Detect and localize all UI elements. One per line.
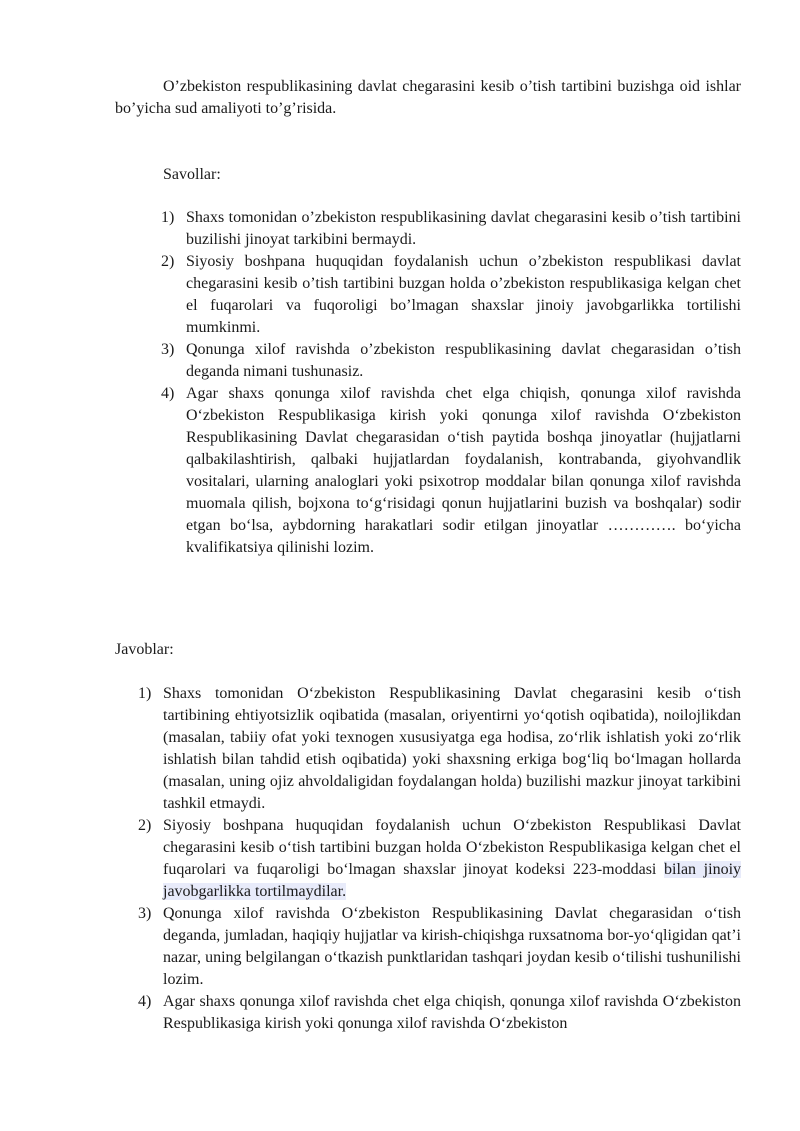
question-text: Shaxs tomonidan o’zbekiston respublikasining davlat chegarasini kesib o’tish tartibini buzilishi jinoyat tarkibini bermaydi. [186,209,741,248]
question-text: Siyosiy boshpana huquqidan foydalanish uchun o’zbekiston respublikasi davlat chegarasini kesib o’tish tartibini buzgan holda o’zbekiston respublikasiga kelgan chet el fuqarolari va fuqoroligi bo’lmagan shaxslar jinoiy javobgarlikka tortilishi mumkinmi. [186,253,741,336]
highlighted-text: bilan jinoiy javobgarlikka tortilmaydilar. [163,861,742,900]
question-item [161,383,741,559]
answer-number: 1) [138,685,152,702]
answer-number: 3) [138,905,152,922]
answer-number: 2) [138,817,152,834]
question-text: Qonunga xilof ravishda o’zbekiston respublikasining davlat chegarasidan o’tish deganda nimani tushunasiz. [186,341,741,380]
answers-heading: Javoblar: [115,641,174,658]
question-number: 2) [161,253,175,270]
answer-item [138,815,742,903]
document-title: O’zbekiston respublikasining davlat chegarasini kesib o’tish tartibini buzishga oid ishlar bo’yicha sud amaliyoti to’g’risida. [115,78,741,117]
questions-list [161,207,741,559]
answer-text: Qonunga xilof ravishda O‘zbekiston Respublikasining Davlat chegarasidan o‘tish deganda, jumladan, haqiqiy hujjatlar va kirish-chiqishga ruxsatnoma bor-yo‘qligidan qat’i nazar, uning belgilangan o‘tkazish punktlaridan tashqari joydan kesib o‘tilishi tushunilishi lozim. [163,905,741,988]
question-item [161,251,741,339]
questions-heading: Savollar: [163,166,221,183]
answer-item [138,683,741,815]
answer-text: Siyosiy boshpana huquqidan foydalanish uchun O‘zbekiston Respublikasi Davlat chegarasini kesib o‘tish tartibini buzgan holda O‘zbekiston Respublikasiga kelgan chet el fuqarolari va fuqaroligi bo‘lmagan shaxslar jinoyat kodeksi 223-moddasi [163,817,741,878]
question-number: 3) [161,341,175,358]
answer-text: Agar shaxs qonunga xilof ravishda chet elga chiqish, qonunga xilof ravishda O‘zbekiston Respublikasiga kirish yoki qonunga xilof ravishda O‘zbekiston [163,993,741,1032]
answers-list [138,683,742,1035]
question-item [161,207,741,251]
question-number: 1) [161,209,175,226]
question-number: 4) [161,385,175,402]
answer-item [138,903,741,991]
question-text: Agar shaxs qonunga xilof ravishda chet elga chiqish, qonunga xilof ravishda O‘zbekiston Respublikasiga kirish yoki qonunga xilof ravishda O‘zbekiston Respublikasining Davlat chegarasidan o‘tish paytida boshqa jinoyatlar (hujjatlarni qalbakilashtirish, qalbaki hujjatlardan foydalanish, kontrabanda, giyohvandlik vositalari, ularning analoglari yoki psixotrop moddalar bilan qonunga xilof ravishda muomala qilish, bojxona to‘g‘risidagi qonun hujjatlarini buzish va boshqalar) sodir etgan bo‘lsa, aybdorning harakatlari sodir etilgan jinoyatlar …………. bo‘yicha kvalifikatsiya qilinishi lozim. [186,385,741,556]
answer-item [138,991,741,1035]
question-item [161,339,741,383]
answer-text: Shaxs tomonidan O‘zbekiston Respublikasining Davlat chegarasini kesib o‘tish tartibining ehtiyotsizlik oqibatida (masalan, oriyentirni yo‘qotish oqibatida), noilojlikdan (masalan, tabiiy ofat yoki texnogen xususiyatga ega hodisa, zo‘rlik ishlatish yoki zo‘rlik ishlatish bilan tahdid etish oqibatida) yoki shaxsning erkiga bog‘liq bo‘lmagan hollarda (masalan, uning ojiz ahvoldaligidan foydalangan holda) buzilishi mazkur jinoyat tarkibini tashkil etmaydi. [163,685,741,812]
answer-number: 4) [138,993,152,1010]
